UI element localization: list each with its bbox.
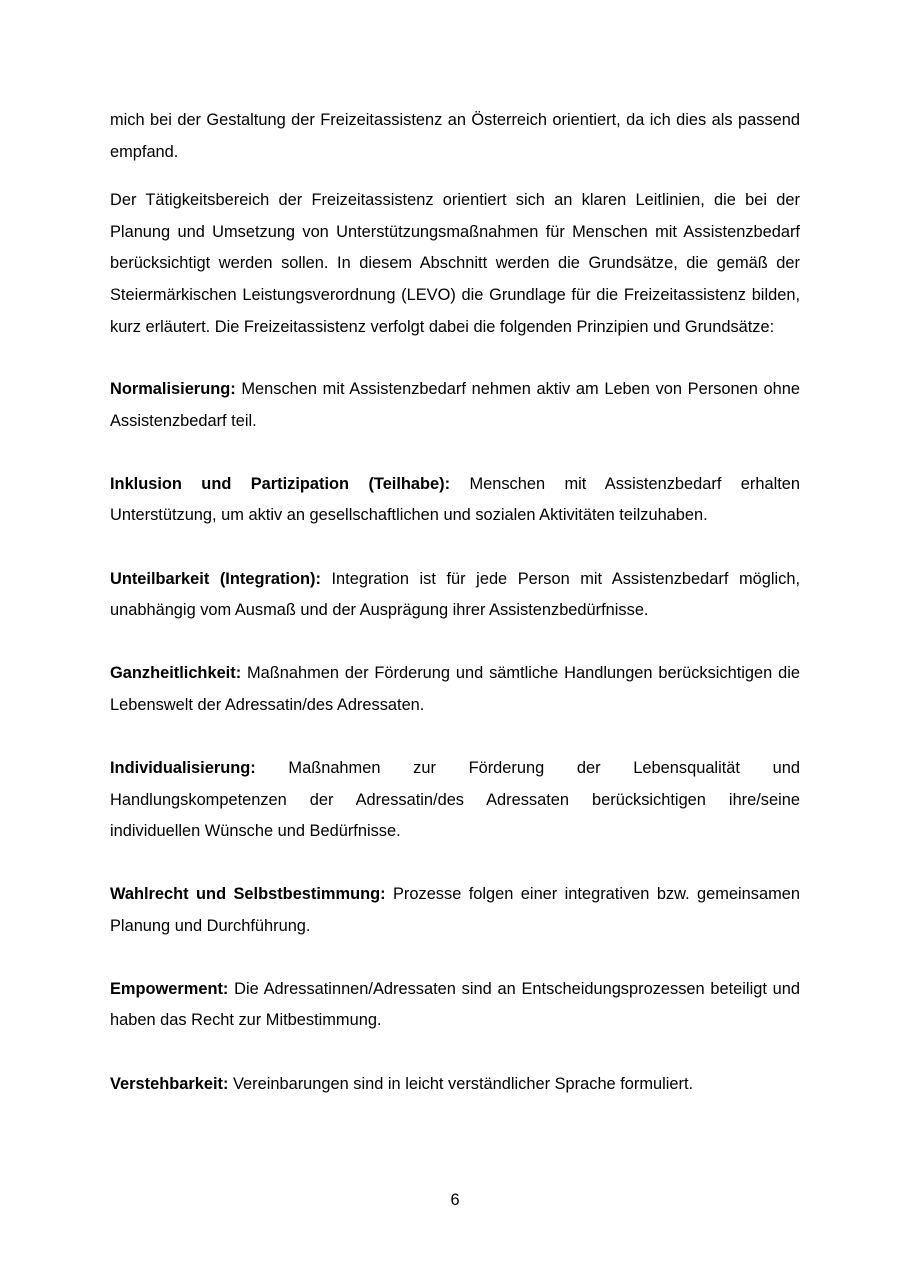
page-body bbox=[110, 105, 800, 1132]
principles-list bbox=[110, 374, 800, 1100]
principle-term: Verstehbarkeit: bbox=[110, 1074, 229, 1093]
principle-text: Prozesse folgen einer integrativen bzw. gemeinsamen Planung und Durchführung. bbox=[110, 885, 800, 935]
principle-term: Wahlrecht und Selbstbestimmung: bbox=[110, 885, 386, 904]
principle-term: Inklusion und Partizipation (Teilhabe): bbox=[110, 474, 451, 493]
principle-text: Maßnahmen zur Förderung der Lebensqualität und Handlungskompetenzen der Adressatin/des Adressaten berücksichtigen ihre/seine individuellen Wünsche und Bedürfnisse. bbox=[110, 758, 800, 841]
principle-text: Menschen mit Assistenzbedarf erhalten Unterstützung, um aktiv an gesellschaftlichen und sozialen Aktivitäten teilzuhaben. bbox=[110, 474, 800, 525]
principle-inklusion bbox=[110, 469, 800, 532]
principle-ganzheitlichkeit bbox=[110, 658, 800, 721]
principle-verstehbarkeit bbox=[110, 1069, 800, 1101]
page-number: 6 bbox=[450, 1191, 460, 1209]
principle-term: Unteilbarkeit (Integration): bbox=[110, 569, 321, 588]
principle-text: Die Adressatinnen/Adressaten sind an Entscheidungsprozessen beteiligt und haben das Recht zur Mitbestimmung. bbox=[110, 979, 800, 1030]
principle-text: Vereinbarungen sind in leicht verständlicher Sprache formuliert. bbox=[228, 1074, 694, 1093]
intro-paragraph-principles: Der Tätigkeitsbereich der Freizeitassistenz orientiert sich an klaren Leitlinien, die bei der Planung und Umsetzung von Unterstützungsmaßnahmen für Menschen mit Assistenzbedarf berücksichtigt werden sollen. In diesem Abschnitt werden die Grundsätze, die gemäß der Steiermärkischen Leistungsverordnung (LEVO) die Grundlage für die Freizeitassistenz bilden, kurz erläutert. Die Freizeitassistenz verfolgt dabei die folgenden Prinzipien und Grundsätze: bbox=[110, 191, 800, 336]
principle-unteilbarkeit bbox=[110, 564, 800, 627]
principle-term: Individualisierung: bbox=[110, 758, 256, 777]
principle-individualisierung bbox=[110, 753, 800, 848]
intro-paragraph-continuation: mich bei der Gestaltung der Freizeitassistenz an Österreich orientiert, da ich dies als passend empfand. bbox=[110, 111, 800, 161]
principle-normalisierung bbox=[110, 374, 800, 437]
principle-term: Normalisierung: bbox=[110, 380, 236, 399]
principle-empowerment bbox=[110, 974, 800, 1037]
principle-term: Empowerment: bbox=[110, 979, 229, 998]
principle-term: Ganzheitlichkeit: bbox=[110, 664, 242, 683]
principle-text: Integration ist für jede Person mit Assistenzbedarf möglich, unabhängig vom Ausmaß und der Ausprägung ihrer Assistenzbedürfnisse. bbox=[110, 569, 800, 620]
principle-text: Menschen mit Assistenzbedarf nehmen aktiv am Leben von Personen ohne Assistenzbedarf teil. bbox=[110, 380, 800, 430]
principle-wahlrecht bbox=[110, 879, 800, 942]
principle-text: Maßnahmen der Förderung und sämtliche Handlungen berücksichtigen die Lebenswelt der Adressatin/des Adressaten. bbox=[110, 664, 800, 714]
